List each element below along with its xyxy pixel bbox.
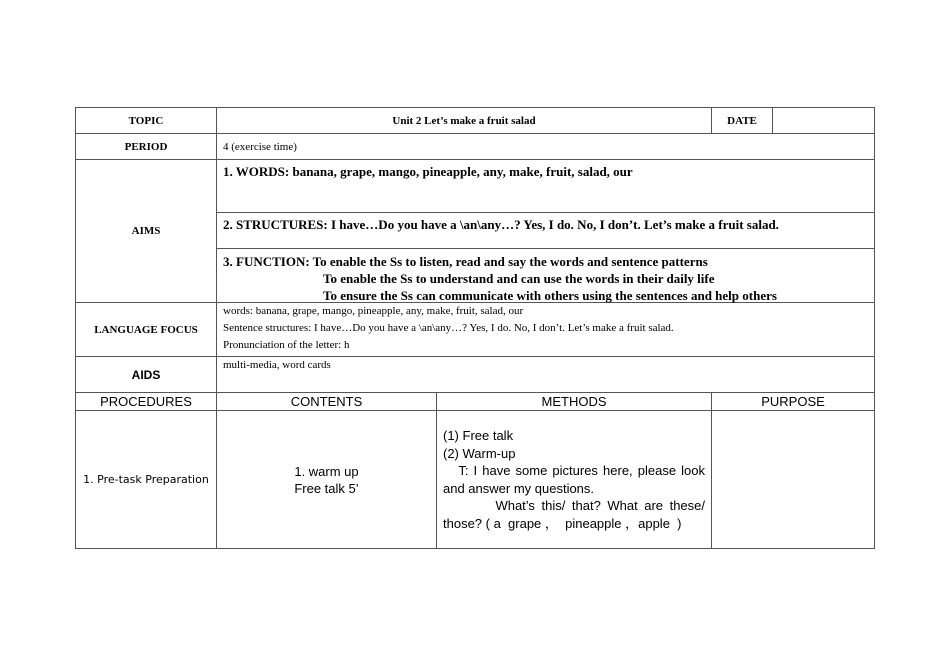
- methods-line-1: (1) Free talk: [443, 428, 514, 443]
- topic-label: TOPIC: [76, 108, 217, 134]
- language-focus-structures: Sentence structures: I have…Do you have a \an\any…? Yes, I do. No, I don’t. Let’s make a fruit salad.: [223, 322, 674, 334]
- contents-line-1: 1. warm up: [294, 463, 359, 479]
- aims-label: AIMS: [76, 160, 217, 303]
- methods-line-4: What’s this/ that? What are these/ those? ( a grape ， pineapple ，apple ): [443, 498, 709, 531]
- period-value: 4 (exercise time): [217, 134, 875, 160]
- language-focus-words: words: banana, grape, mango, pineapple, any, make, fruit, salad, our: [223, 305, 524, 317]
- language-focus-pronunciation: Pronunciation of the letter: h: [223, 339, 350, 351]
- date-value: [773, 108, 875, 134]
- language-focus-content: [217, 303, 875, 357]
- language-focus-row: [76, 303, 875, 357]
- contents-line-2: Free talk 5’: [294, 480, 359, 496]
- methods-line-2: (2) Warm-up: [443, 445, 516, 461]
- methods-cell: [437, 411, 712, 549]
- aim-structures: 2. STRUCTURES: I have…Do you have a \an\any…? Yes, I do. No, I don’t. Let’s make a fruit salad.: [217, 213, 874, 249]
- procedures-header: PROCEDURES: [76, 393, 217, 411]
- aids-value: multi-media, word cards: [217, 357, 875, 393]
- period-row: [76, 134, 875, 160]
- contents-cell: [217, 411, 437, 549]
- purpose-cell: [712, 411, 875, 549]
- aids-row: [76, 357, 875, 393]
- methods-line-3: T: I have some pictures here, please look and answer my questions.: [443, 463, 709, 496]
- methods-header: METHODS: [437, 393, 712, 411]
- pre-task-row: [76, 411, 875, 549]
- language-focus-label: LANGUAGE FOCUS: [76, 303, 217, 357]
- date-label: DATE: [712, 108, 773, 134]
- aim-function: [217, 249, 874, 302]
- topic-value: Unit 2 Let’s make a fruit salad: [217, 108, 712, 134]
- procedures-header-row: [76, 393, 875, 411]
- aim-words: 1. WORDS: banana, grape, mango, pineapple, any, make, fruit, salad, our: [217, 160, 874, 213]
- procedure-step: 1. Pre-task Preparation: [76, 411, 217, 549]
- period-label: PERIOD: [76, 134, 217, 160]
- aims-row: [76, 160, 875, 303]
- aim-function-line-3: To ensure the Ss can communicate with others using the sentences and help others: [323, 288, 777, 303]
- aids-label: AIDS: [76, 357, 217, 393]
- contents-header: CONTENTS: [217, 393, 437, 411]
- lesson-plan-table: [75, 107, 875, 549]
- aim-function-line-2: To enable the Ss to understand and can use the words in their daily life: [323, 271, 715, 286]
- purpose-header: PURPOSE: [712, 393, 875, 411]
- aim-function-line-1: 3. FUNCTION: To enable the Ss to listen, read and say the words and sentence patterns: [223, 254, 708, 269]
- aims-content: [217, 160, 875, 303]
- topic-row: [76, 108, 875, 134]
